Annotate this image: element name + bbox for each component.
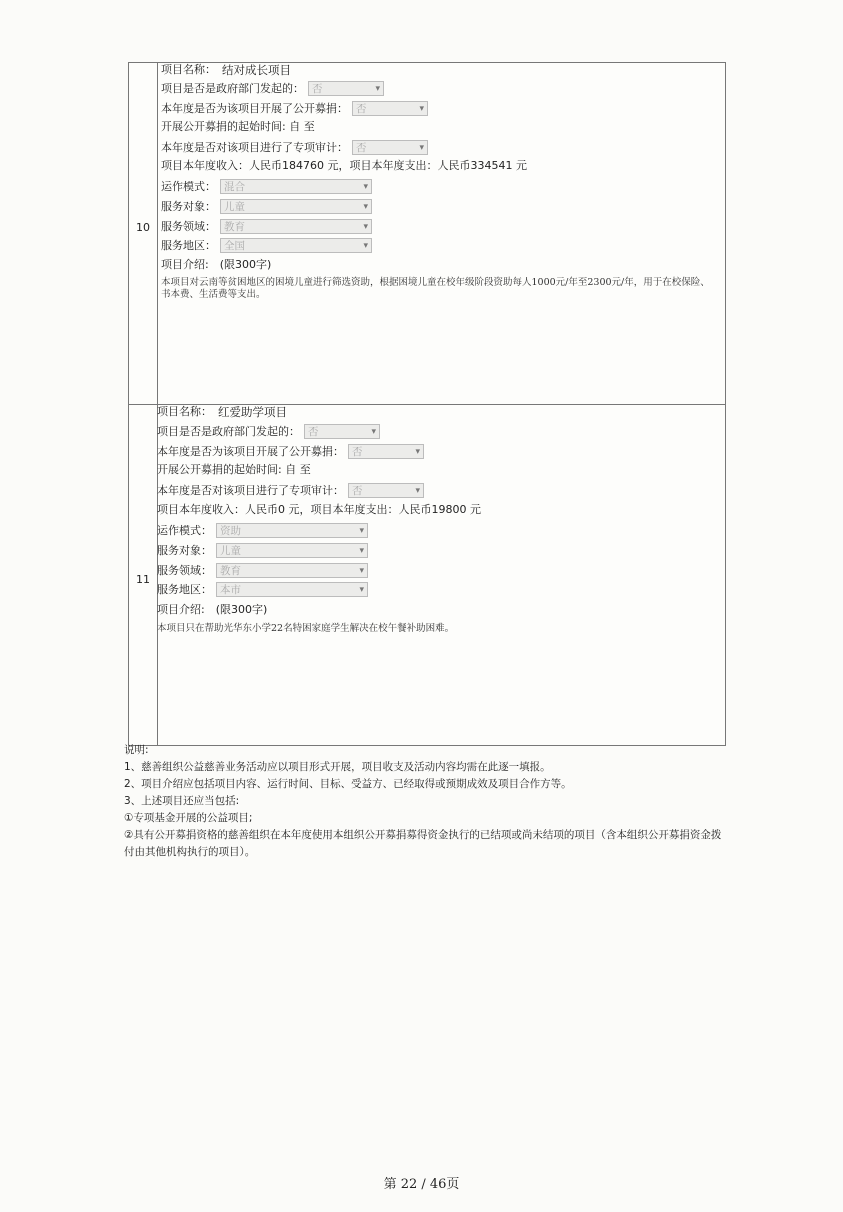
chevron-down-icon: ▾ (359, 584, 364, 595)
period-row (161, 120, 315, 134)
project-intro-text: 本项目只在帮助光华东小学22名特困家庭学生解决在校午餐补助困难。 (157, 623, 455, 634)
mode-select[interactable] (220, 179, 372, 194)
gov-label: 项目是否是政府部门发起的： (157, 424, 300, 438)
target-row (157, 543, 368, 558)
notes-title: 说明: (124, 744, 149, 756)
region-row (157, 582, 368, 597)
gov-select[interactable] (308, 81, 384, 96)
region-label: 服务地区： (157, 582, 212, 596)
region-select[interactable] (216, 582, 368, 597)
chevron-down-icon: ▾ (419, 142, 424, 153)
fundraise-row (161, 101, 428, 116)
chevron-down-icon: ▾ (359, 525, 364, 536)
chevron-down-icon: ▾ (363, 240, 368, 251)
chevron-down-icon: ▾ (363, 181, 368, 192)
period-label: 开展公开募捐的起始时间: 自 至 (161, 120, 315, 133)
audit-select[interactable] (352, 140, 428, 155)
audit-label: 本年度是否对该项目进行了专项审计： (161, 140, 348, 154)
fundraise-select[interactable] (348, 444, 424, 459)
finance-row (161, 159, 527, 173)
audit-select-value: 否 (356, 141, 367, 154)
target-select-value: 儿童 (220, 544, 241, 557)
project-intro-text: 本项目对云南等贫困地区的困境儿童进行筛选资助，根据困境儿童在校年级阶段资助每人1000元/年至2300元/年，用于在校保险、书本费、生活费等支出。 (161, 277, 710, 300)
fundraise-row (157, 444, 424, 459)
intro-label-row (157, 603, 267, 617)
audit-select[interactable] (348, 483, 424, 498)
chevron-down-icon: ▾ (375, 83, 380, 94)
project-name-label: 项目名称： (157, 405, 212, 418)
fundraise-label: 本年度是否为该项目开展了公开募捐： (157, 444, 344, 458)
target-select[interactable] (216, 543, 368, 558)
mode-row (161, 179, 372, 194)
notes-section (124, 742, 724, 861)
number-column (129, 63, 158, 404)
audit-select-value: 否 (352, 484, 363, 497)
gov-select-value: 否 (308, 425, 319, 438)
mode-row (157, 523, 368, 538)
project-block-11 (129, 405, 725, 745)
chevron-down-icon: ▾ (415, 485, 420, 496)
intro-label-row (161, 258, 271, 272)
chevron-down-icon: ▾ (363, 221, 368, 232)
target-select[interactable] (220, 199, 372, 214)
project-name-value: 结对成长项目 (222, 63, 291, 77)
project-content (161, 63, 725, 404)
chevron-down-icon: ▾ (415, 446, 420, 457)
project-name-row (157, 405, 287, 419)
note-item: 1、慈善组织公益慈善业务活动应以项目形式开展，项目收支及活动内容均需在此逐一填报。 (124, 761, 551, 773)
note-item: ②具有公开募捐资格的慈善组织在本年度使用本组织公开募捐募得资金执行的已结项或尚未结项的项目（含本组织公开募捐资金拨付由其他机构执行的项目）。 (124, 829, 722, 858)
region-select-value: 全国 (224, 239, 245, 252)
target-label: 服务对象： (157, 543, 212, 557)
note-item: ①专项基金开展的公益项目; (124, 812, 253, 824)
project-content (157, 405, 725, 745)
project-name-row (161, 63, 291, 77)
fundraise-label: 本年度是否为该项目开展了公开募捐： (161, 101, 348, 115)
chevron-down-icon: ▾ (419, 103, 424, 114)
field-label: 服务领域： (161, 219, 216, 233)
field-select-value: 教育 (220, 564, 241, 577)
gov-label: 项目是否是政府部门发起的： (161, 81, 304, 95)
note-item: 3、上述项目还应当包括: (124, 795, 240, 807)
project-name-value: 红爱助学项目 (218, 405, 287, 419)
number-column (129, 405, 158, 745)
finance-text: 项目本年度收入：人民币0 元，项目本年度支出：人民币19800 元 (157, 503, 481, 516)
finance-row (157, 503, 481, 517)
region-select-value: 本市 (220, 583, 241, 596)
gov-row (157, 424, 380, 439)
gov-select-value: 否 (312, 82, 323, 95)
region-label: 服务地区： (161, 238, 216, 252)
audit-row (161, 140, 428, 155)
mode-select-value: 资助 (220, 524, 241, 537)
mode-select[interactable] (216, 523, 368, 538)
field-row (161, 219, 372, 234)
mode-label: 运作模式： (161, 179, 216, 193)
project-name-label: 项目名称： (161, 63, 216, 76)
chevron-down-icon: ▾ (359, 545, 364, 556)
target-row (161, 199, 372, 214)
intro-label: 项目介绍: (限300字) (157, 603, 268, 616)
gov-select[interactable] (304, 424, 380, 439)
fundraise-select[interactable] (352, 101, 428, 116)
period-row (157, 463, 311, 477)
gov-row (161, 81, 384, 96)
project-table (128, 52, 726, 746)
region-select[interactable] (220, 238, 372, 253)
period-label: 开展公开募捐的起始时间: 自 至 (157, 463, 311, 476)
target-label: 服务对象： (161, 199, 216, 213)
project-number: 11 (136, 573, 150, 586)
field-label: 服务领域： (157, 563, 212, 577)
field-select[interactable] (216, 563, 368, 578)
page-number: 第 22 / 46页 (383, 1177, 460, 1192)
finance-text: 项目本年度收入：人民币184760 元，项目本年度支出：人民币334541 元 (161, 159, 527, 172)
chevron-down-icon: ▾ (359, 565, 364, 576)
fundraise-select-value: 否 (352, 445, 363, 458)
note-item: 2、项目介绍应包括项目内容、运行时间、目标、受益方、已经取得或预期成效及项目合作方等。 (124, 778, 572, 790)
target-select-value: 儿童 (224, 200, 245, 213)
audit-label: 本年度是否对该项目进行了专项审计： (157, 483, 344, 497)
project-number: 10 (136, 221, 150, 234)
project-table-frame (128, 62, 726, 746)
mode-label: 运作模式： (157, 523, 212, 537)
fundraise-select-value: 否 (356, 102, 367, 115)
field-row (157, 563, 368, 578)
chevron-down-icon: ▾ (371, 426, 376, 437)
chevron-down-icon: ▾ (363, 201, 368, 212)
intro-label: 项目介绍: (限300字) (161, 258, 272, 271)
project-block-10 (129, 63, 725, 404)
audit-row (157, 483, 424, 498)
field-select[interactable] (220, 219, 372, 234)
mode-select-value: 混合 (224, 180, 245, 193)
region-row (161, 238, 372, 253)
field-select-value: 教育 (224, 220, 245, 233)
